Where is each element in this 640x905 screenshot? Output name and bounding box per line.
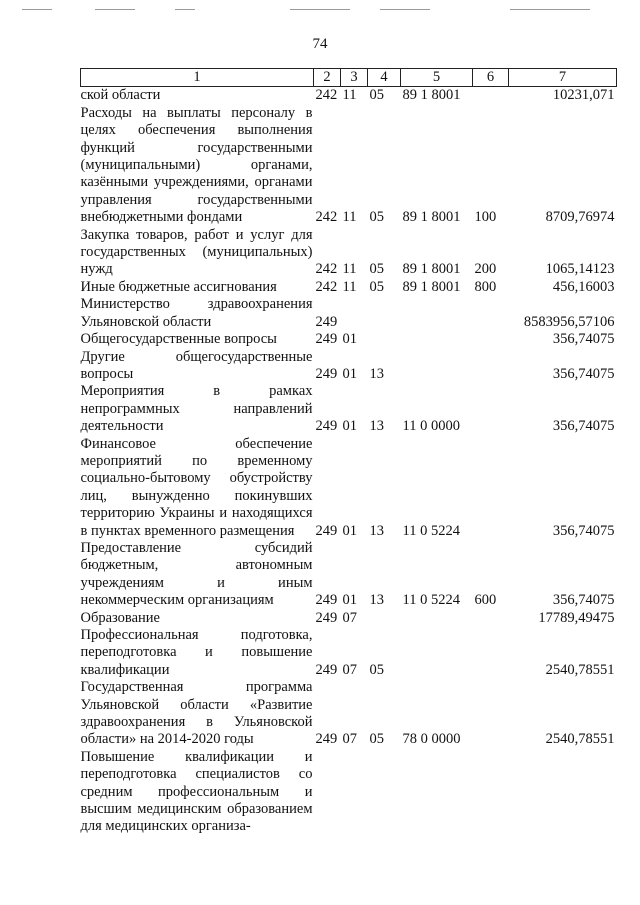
row-subsection-code: 05 [369,278,384,295]
row-ministry-code: 249 [315,418,338,435]
row-section-code: 07 [342,609,357,626]
row-expense-type: 100 [474,209,497,226]
row-name: Финансовое обеспечение мероприятий по временному социально-бытовому обустройству лиц, вынужденно покинувших территорию Украины и находящихся в пунктах временного размещения [80,435,313,539]
row-subsection-code [368,331,401,348]
row-ministry-code: 242 [315,278,338,295]
row-subsection-code: 05 [369,261,384,278]
row-target-article: 11 0 0000 [402,418,460,435]
row-expense-type [473,296,509,331]
row-target-article: 11 0 5224 [402,592,460,609]
row-amount: 356,74075 [552,418,615,435]
row-target-article: 11 0 5224 [402,522,460,539]
table-row [81,349,617,384]
column-header: 3 [341,69,368,87]
column-header: 7 [509,69,617,87]
row-name: Другие общегосударственные вопросы [80,348,313,382]
row-subsection-code [368,296,401,331]
row-section-code: 07 [342,731,357,748]
row-name: Общегосударственные вопросы [80,331,277,348]
row-subsection-code: 05 [369,731,384,748]
table-row [81,749,617,836]
row-ministry-code: 242 [315,209,338,226]
row-ministry-code: 249 [315,592,338,609]
row-amount: 456,16003 [552,278,615,295]
row-target-article: 89 1 8001 [402,209,461,226]
table-row [81,383,617,435]
row-subsection-code: 13 [369,418,384,435]
row-expense-type [473,436,509,540]
row-name: Министерство здравоохранения Ульяновской области [80,296,313,330]
row-amount: 8583956,57106 [523,313,615,330]
row-amount: 1065,14123 [545,261,615,278]
row-name: Образование [80,609,160,626]
row-name: Мероприятия в рамках непрограммных направлений деятельности [80,383,313,435]
row-target-article [401,349,473,384]
row-expense-type [473,331,509,348]
row-name: ской области [80,87,161,104]
row-ministry-code: 242 [315,87,338,104]
row-section-code: 01 [342,365,357,382]
column-header: 2 [314,69,341,87]
row-expense-type: 800 [474,278,497,295]
row-amount: 8709,76974 [545,209,615,226]
row-target-article: 89 1 8001 [402,261,461,278]
row-target-article [401,331,473,348]
row-name: Повышение квалификации и переподготовка специалистов со средним профессиональным и высшим медицинским образованием для медицинских организа- [80,748,313,835]
row-expense-type [473,749,509,836]
row-subsection-code: 13 [369,522,384,539]
table-row [81,627,617,679]
scan-artifact-line [95,9,135,10]
row-section-code [341,296,368,331]
row-name: Предоставление субсидий бюджетным, автономным учреждениям и иным некоммерческим организациям [80,539,313,609]
column-header: 4 [368,69,401,87]
row-expense-type: 200 [474,261,497,278]
row-ministry-code: 249 [315,731,338,748]
row-target-article [401,627,473,679]
row-section-code: 11 [342,278,357,295]
row-expense-type [473,627,509,679]
table-row [81,331,617,348]
table-row [81,279,617,296]
row-ministry-code [314,749,341,836]
row-target-article [401,749,473,836]
column-header: 5 [401,69,473,87]
row-subsection-code [368,749,401,836]
row-name: Расходы на выплаты персоналу в целях обеспечения выполнения функций государственными (муниципальными) органами, казёнными учреждениями, органами управления государственными внебюджетными фондами [80,104,313,226]
row-expense-type: 600 [474,592,497,609]
scan-artifact-line [175,9,195,10]
row-expense-type [473,87,509,105]
table-row [81,540,617,610]
row-section-code [341,749,368,836]
table-row [81,436,617,540]
table-row [81,227,617,279]
table-row [81,679,617,749]
scan-artifact-line [22,9,52,10]
row-amount: 356,74075 [552,365,615,382]
row-amount: 356,74075 [552,522,615,539]
row-section-code: 01 [342,592,357,609]
row-subsection-code: 05 [369,661,384,678]
row-amount: 356,74075 [552,331,615,348]
row-ministry-code: 249 [315,365,338,382]
row-section-code: 01 [342,331,357,348]
scan-artifact-line [380,9,430,10]
table-header-row [81,69,617,87]
row-subsection-code [368,610,401,627]
row-amount: 2540,78551 [545,731,615,748]
row-subsection-code: 05 [369,209,384,226]
row-amount: 2540,78551 [545,661,615,678]
row-name: Иные бюджетные ассигнования [80,278,277,295]
row-subsection-code: 13 [369,592,384,609]
table-body [81,87,617,836]
row-ministry-code: 249 [315,331,338,348]
row-section-code: 07 [342,661,357,678]
row-subsection-code: 13 [369,365,384,382]
row-target-article [401,610,473,627]
row-name: Закупка товаров, работ и услуг для государственных (муниципальных) нужд [80,226,313,278]
row-section-code: 11 [342,87,357,104]
row-expense-type [473,679,509,749]
budget-table [80,68,617,836]
row-section-code: 01 [342,418,357,435]
row-ministry-code: 249 [315,609,338,626]
row-subsection-code: 05 [369,87,384,104]
page-number: 74 [312,36,328,52]
row-section-code: 11 [342,261,357,278]
column-header: 6 [473,69,509,87]
scan-artifact-line [290,9,350,10]
table-row [81,87,617,105]
row-ministry-code: 249 [315,313,338,330]
scan-artifact-line [510,9,590,10]
row-ministry-code: 249 [315,522,338,539]
row-ministry-code: 249 [315,661,338,678]
row-target-article [401,296,473,331]
table-row [81,610,617,627]
row-amount: 356,74075 [552,592,615,609]
row-amount [509,749,617,836]
row-target-article: 89 1 8001 [402,87,461,104]
table-row [81,105,617,227]
row-amount: 17789,49475 [538,609,615,626]
table-row [81,296,617,331]
row-ministry-code: 242 [315,261,338,278]
row-expense-type [473,349,509,384]
row-amount: 10231,071 [552,87,615,104]
row-name: Государственная программа Ульяновской области «Развитие здравоохранения в Ульяновской области» на 2014-2020 годы [80,679,313,748]
row-target-article: 78 0 0000 [402,731,461,748]
row-section-code: 11 [342,209,357,226]
row-expense-type [473,610,509,627]
row-expense-type [473,383,509,435]
column-header: 1 [81,69,314,87]
row-target-article: 89 1 8001 [402,278,461,295]
row-section-code: 01 [342,522,357,539]
row-name: Профессиональная подготовка, переподготовка и повышение квалификации [80,627,313,678]
